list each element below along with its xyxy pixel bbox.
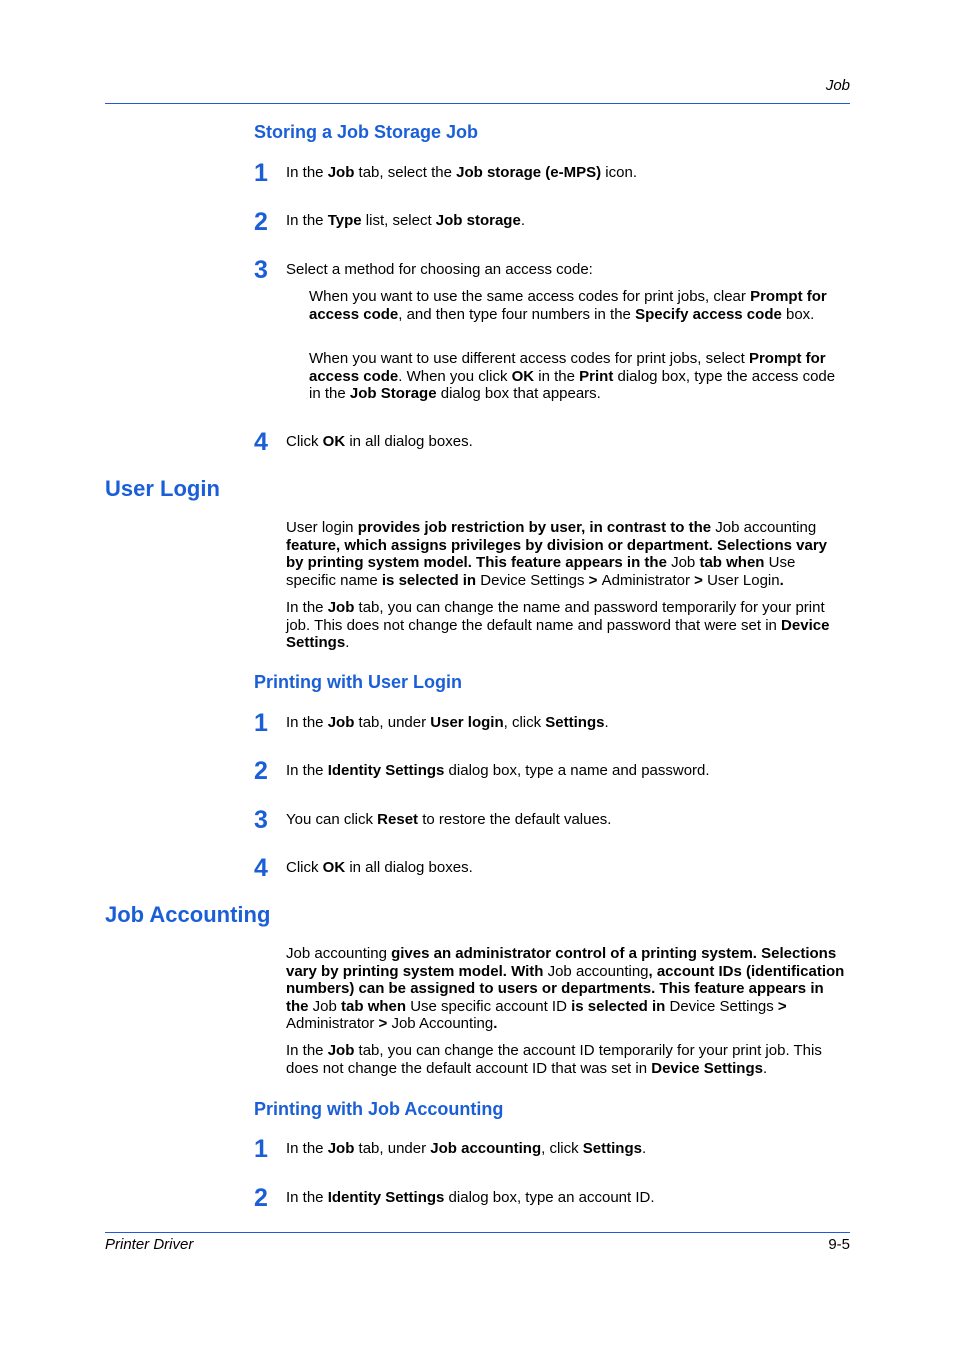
- bold-term: Type: [327, 212, 362, 229]
- text-run: When you want to use different access codes for print jobs, select: [309, 350, 749, 367]
- text-run: In the: [286, 1189, 328, 1206]
- body-paragraph: [286, 599, 846, 652]
- bold-term: Identity Settings: [327, 762, 445, 779]
- text-run: Administrator: [601, 571, 690, 589]
- bold-term: >: [374, 1015, 392, 1033]
- bold-term: User login: [430, 714, 504, 731]
- text-run: In the: [286, 212, 328, 229]
- text-run: Job: [671, 554, 696, 572]
- bold-term: Job storage: [435, 212, 521, 229]
- bold-term: Device Settings: [651, 1059, 763, 1077]
- bold-term: Identity Settings: [327, 1189, 445, 1206]
- text-run: Job: [312, 997, 337, 1015]
- text-run: in the: [534, 367, 580, 385]
- text-run: .: [345, 634, 350, 652]
- footer-title: Printer Driver: [105, 1236, 194, 1253]
- text-run: tab, you can change the account ID temporarily for your print job. This does not change the default account ID that was set in: [286, 1042, 822, 1077]
- bold-term: Job: [327, 1140, 355, 1157]
- body-paragraph: [286, 519, 846, 589]
- text-run: In the: [286, 164, 328, 181]
- step-number: 2: [254, 208, 268, 236]
- bold-term: Job: [327, 599, 355, 616]
- bold-term: >: [773, 997, 787, 1015]
- bold-term: Job: [327, 714, 355, 731]
- step-number: 1: [254, 1135, 268, 1163]
- header-rule: [105, 103, 850, 104]
- text-run: When you want to use the same access codes for print jobs, clear: [309, 288, 751, 305]
- text-run: Use specific name: [286, 554, 796, 589]
- bold-term: Job: [327, 164, 355, 181]
- section-title-printing-job-accounting: Printing with Job Accounting: [254, 1099, 504, 1119]
- text-run: In the: [286, 599, 328, 616]
- text-run: . When you click: [398, 367, 512, 385]
- bold-term: is selected in: [566, 997, 670, 1015]
- text-run: , and then type four numbers in the: [398, 305, 636, 323]
- bold-term: Prompt for access code: [309, 288, 827, 323]
- text-run: list, select: [361, 212, 436, 229]
- text-run: box.: [781, 305, 815, 323]
- text-run: , click: [503, 714, 546, 731]
- text-run: .: [641, 1140, 647, 1157]
- bold-term: >: [584, 571, 602, 589]
- text-run: .: [604, 714, 609, 731]
- step-number: 3: [254, 256, 268, 284]
- text-run: to restore the default values.: [418, 811, 612, 828]
- step-text: [286, 859, 846, 877]
- step-text: [286, 762, 846, 780]
- running-header: Job: [825, 77, 850, 94]
- section-heading-job-accounting: Job Accounting: [105, 902, 271, 927]
- bold-term: Job Storage: [349, 385, 437, 403]
- step-number: 4: [254, 428, 268, 456]
- text-run: , click: [541, 1140, 583, 1157]
- body-paragraph: [286, 945, 846, 1033]
- bold-term: , account IDs (identification numbers) can be assigned to users or departments. This feature appears in the: [286, 962, 845, 1015]
- text-run: In the: [286, 1140, 328, 1157]
- step-text: [286, 164, 846, 182]
- bold-term: tab when: [336, 997, 411, 1015]
- text-run: In the: [286, 1042, 328, 1059]
- text-run: Job Accounting: [391, 1015, 494, 1033]
- bold-term: OK: [322, 433, 346, 450]
- bold-term: OK: [322, 859, 346, 876]
- step-text: [286, 1140, 846, 1158]
- bold-term: Settings: [545, 714, 605, 731]
- text-run: User login: [286, 519, 354, 536]
- text-run: icon.: [601, 164, 637, 181]
- step-text: [286, 212, 846, 230]
- bold-term: gives an administrator control of a printing system. Selections vary by printing system model. With: [286, 945, 837, 980]
- text-run: tab, under: [354, 1140, 431, 1157]
- bold-term: OK: [511, 367, 535, 385]
- page-number: 9-5: [828, 1236, 850, 1253]
- bold-term: tab when: [695, 554, 769, 572]
- bold-term: provides job restriction by user, in contrast to the: [353, 519, 716, 536]
- text-run: Click: [286, 859, 323, 876]
- step-text: [286, 261, 846, 279]
- text-run: Administrator: [286, 1015, 375, 1033]
- text-run: .: [762, 1059, 768, 1077]
- step-number: 4: [254, 854, 268, 882]
- bold-term: Settings: [582, 1140, 642, 1157]
- bold-term: feature, which assigns privileges by division or department. Selections vary by printing system model. This feature appears in the: [286, 536, 828, 572]
- body-paragraph: [286, 1042, 846, 1077]
- text-run: tab, under: [354, 714, 431, 731]
- text-run: in all dialog boxes.: [345, 433, 473, 450]
- text-run: dialog box, type a name and password.: [444, 762, 710, 779]
- text-run: Job accounting: [547, 962, 649, 980]
- bold-term: is selected in: [377, 571, 481, 589]
- sub-paragraph: [309, 288, 847, 323]
- bold-term: Job accounting: [430, 1140, 542, 1157]
- step-number: 1: [254, 159, 268, 187]
- bold-term: .: [493, 1015, 498, 1033]
- step-text: [286, 714, 846, 732]
- bold-term: Specify access code: [635, 305, 782, 323]
- section-heading-user-login: User Login: [105, 476, 220, 501]
- text-run: dialog box that appears.: [436, 385, 601, 403]
- text-run: In the: [286, 762, 328, 779]
- section-title-printing-user-login: Printing with User Login: [254, 672, 462, 692]
- text-run: Select a method for choosing an access code:: [286, 261, 593, 278]
- sub-paragraph: [309, 350, 847, 403]
- step-text: [286, 811, 846, 829]
- text-run: .: [520, 212, 525, 229]
- section-title-storing: Storing a Job Storage Job: [254, 122, 479, 142]
- step-text: [286, 1189, 846, 1207]
- bold-term: >: [689, 571, 708, 589]
- bold-term: .: [779, 571, 784, 589]
- text-run: Click: [286, 433, 323, 450]
- text-run: tab, you can change the name and password temporarily for your print job. This does not change the default name and password that were set in: [286, 599, 825, 634]
- text-run: In the: [286, 714, 328, 731]
- text-run: in all dialog boxes.: [345, 859, 473, 876]
- text-run: Job accounting: [286, 945, 387, 962]
- bold-term: Device Settings: [286, 616, 830, 652]
- step-number: 2: [254, 1184, 268, 1212]
- text-run: User Login: [707, 571, 780, 589]
- footer-rule: [105, 1232, 850, 1233]
- bold-term: Print: [579, 367, 614, 385]
- text-run: Use specific account ID: [410, 997, 567, 1015]
- step-text: [286, 433, 846, 451]
- bold-term: Prompt for access code: [309, 350, 826, 385]
- text-run: dialog box, type an account ID.: [444, 1189, 655, 1206]
- step-number: 1: [254, 709, 268, 737]
- step-number: 2: [254, 757, 268, 785]
- bold-term: Job: [327, 1042, 355, 1059]
- bold-term: Reset: [377, 811, 419, 828]
- text-run: Job accounting: [715, 519, 817, 536]
- bold-term: Job storage (e-MPS): [456, 164, 602, 181]
- text-run: Device Settings: [480, 571, 585, 589]
- text-run: tab, select the: [354, 164, 457, 181]
- text-run: dialog box, type the access code in the: [309, 367, 836, 403]
- step-number: 3: [254, 806, 268, 834]
- text-run: Device Settings: [669, 997, 774, 1015]
- text-run: You can click: [286, 811, 378, 828]
